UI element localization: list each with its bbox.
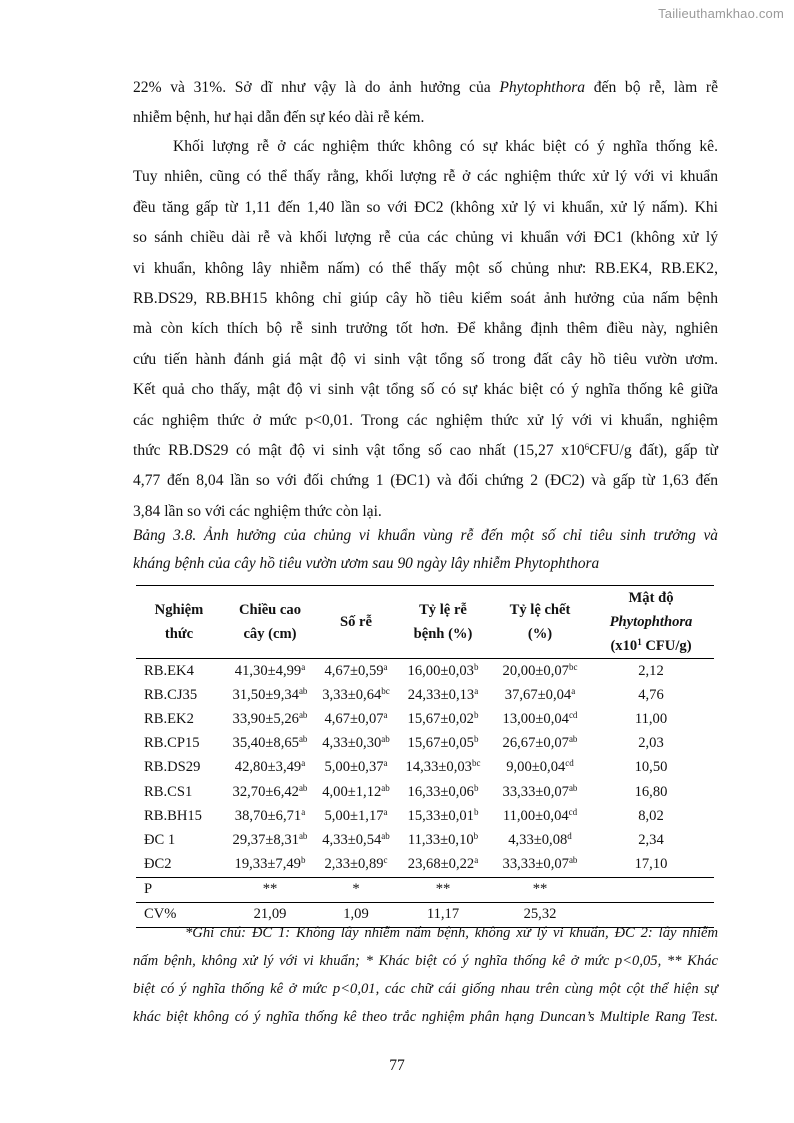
table-cell: 4,00±1,12$^{ab}$ — [322, 782, 390, 800]
table-row — [136, 828, 714, 852]
table-row — [136, 732, 714, 756]
table-cell: 4,76 — [638, 686, 664, 703]
table-cell: 15,67±0,05$^b$ — [407, 734, 479, 752]
table-cell: 3,33±0,64$^{bc}$ — [322, 685, 390, 703]
note-line: *Ghi chú: ĐC 1: Không lây nhiễm nấm bệnh, không xử lý vi khuẩn, ĐC 2: lây nhiễm — [185, 925, 718, 941]
table-cell: RB.EK4 — [144, 662, 194, 679]
table-cell: 1,09 — [318, 902, 394, 927]
table-cell: 2,34 — [638, 831, 664, 848]
results-table — [136, 585, 714, 928]
table-cell: 25,32 — [492, 902, 588, 927]
table-cell: ** — [492, 877, 588, 902]
table-cell: 11,33±0,10$^b$ — [407, 830, 479, 848]
table-cell: 19,33±7,49$^b$ — [234, 855, 306, 873]
table-row — [136, 659, 714, 684]
header-death-rate: Tỷ lệ chết (%) — [509, 602, 571, 642]
table-cell: 32,70±6,42$^{ab}$ — [232, 782, 308, 800]
text-line: 3,84 lần so với các nghiệm thức còn lại. — [133, 502, 382, 520]
header-diseased-root-rate: Tỷ lệ rễ bệnh (%) — [413, 602, 473, 642]
caption-line: kháng bệnh của cây hồ tiêu vườn ươm sau 90 ngày lây nhiễm Phytophthora — [133, 555, 600, 572]
table-row — [136, 756, 714, 780]
table-row-p — [136, 877, 714, 902]
table-cell: 5,00±1,17$^a$ — [324, 806, 388, 824]
table-cell: 23,68±0,22$^a$ — [407, 855, 479, 873]
table-cell: 16,33±0,06$^b$ — [407, 782, 479, 800]
table-cell: ĐC 1 — [144, 831, 176, 848]
table-cell: RB.DS29 — [144, 759, 201, 776]
text-line: vi khuẩn, không lây nhiễm nấm) có thể thấy một số chủng như: RB.EK4, RB.EK2, — [133, 259, 718, 277]
caption-line: Bảng 3.8. Ảnh hưởng của chủng vi khuẩn vùng rễ đến một số chỉ tiêu sinh trưởng và — [133, 527, 718, 544]
table-cell: 33,33±0,07$^{ab}$ — [502, 855, 578, 873]
table-cell: 16,80 — [634, 783, 668, 800]
table-note — [133, 919, 718, 1031]
text-line: nhiễm bệnh, hư hại dẫn đến sự kéo dài rễ kém. — [133, 109, 425, 127]
text-line: RB.DS29, RB.BH15 không chỉ giúp cây hồ tiêu kiểm soát ảnh hưởng của nấm bệnh — [133, 290, 718, 308]
table-cell: 2,12 — [638, 662, 664, 679]
italic-term: Phytophthora — [499, 79, 586, 96]
text-line: cứu tiến hành đánh giá mật độ vi sinh vật tổng số trong đất cây hồ tiêu vườn ươm. — [133, 350, 718, 368]
table-cell: ĐC2 — [144, 856, 172, 873]
table-cell: RB.CJ35 — [144, 686, 198, 703]
table-cell: 17,10 — [634, 856, 668, 873]
table-cell: 15,67±0,02$^b$ — [407, 709, 479, 727]
note-line: khác biệt không có ý nghĩa thống kê theo trắc nghiệm phân hạng Duncan’s Multiple Rang Test. — [133, 1009, 718, 1025]
text-line: so sánh chiều dài rễ và khối lượng rễ của các chủng vi khuẩn với ĐC1 (không xử lý — [133, 229, 718, 247]
table-cell: CV% — [136, 902, 222, 927]
table-row — [136, 707, 714, 731]
table-cell: 16,00±0,03$^b$ — [407, 661, 479, 679]
table-cell: 42,80±3,49$^a$ — [234, 758, 306, 776]
table-cell: RB.BH15 — [144, 807, 202, 824]
table-cell: 33,33±0,07$^{ab}$ — [502, 782, 578, 800]
text-line: mà còn kích thích bộ rễ sinh trưởng tốt hơn. Để khẳng định thêm điều này, nghiên — [133, 320, 718, 338]
table-cell: RB.EK2 — [144, 710, 194, 727]
text-line: Khối lượng rễ ở các nghiệm thức không có sự khác biệt có ý nghĩa thống kê. — [173, 138, 718, 155]
table-cell: 29,37±8,31$^{ab}$ — [232, 830, 308, 848]
table-cell: 8,02 — [638, 807, 664, 824]
paragraph-results — [133, 132, 718, 527]
table-cell: * — [318, 877, 394, 902]
table-cell: 38,70±6,71$^a$ — [234, 806, 306, 824]
table-cell: 26,67±0,07$^{ab}$ — [502, 734, 578, 752]
table-cell: 33,90±5,26$^{ab}$ — [232, 709, 308, 727]
table-cell: 13,00±0,04$^{cd}$ — [502, 709, 578, 727]
table-cell: 4,33±0,30$^{ab}$ — [322, 734, 390, 752]
table-row — [136, 780, 714, 804]
table-cell: 4,33±0,54$^{ab}$ — [322, 830, 390, 848]
table-row — [136, 853, 714, 878]
table-cell: 41,30±4,99$^a$ — [234, 661, 306, 679]
table-cell: 24,33±0,13$^a$ — [407, 685, 479, 703]
table-cell: 37,67±0,04$^a$ — [504, 685, 576, 703]
table-cell: 11,00±0,04$^{cd}$ — [502, 806, 578, 824]
text-line: các nghiệm thức ở mức p<0,01. Trong các nghiệm thức xử lý với vi khuẩn, nghiệm — [133, 411, 718, 429]
table-cell: 35,40±8,65$^{ab}$ — [232, 734, 308, 752]
table-cell: 10,50 — [634, 759, 668, 776]
table-header-row — [136, 586, 714, 659]
text-line: thức RB.DS29 có mật độ vi sinh vật tổng số cao nhất (15,27 $x10^6CFU/g$ đất), gấp từ — [133, 442, 718, 460]
header-plant-height: Chiều cao cây (cm) — [238, 602, 302, 642]
text-line: Kết quả cho thấy, mật độ vi sinh vật tổng số có sự khác biệt có ý nghĩa thống kê giữa — [133, 381, 718, 399]
table-cell: RB.CP15 — [144, 735, 200, 752]
table-cell: 4,67±0,59$^a$ — [324, 661, 388, 679]
note-line: nấm bệnh, không xử lý với vi khuẩn; * Khác biệt có ý nghĩa thống kê ở mức p<0,05, ** Khác — [133, 953, 718, 969]
table-cell: 2,33±0,89$^c$ — [324, 855, 388, 873]
header-treatment: Nghiệm thức — [154, 602, 204, 642]
table-cell: 20,00±0,07$^{bc}$ — [502, 661, 578, 679]
table-row — [136, 683, 714, 707]
paragraph-continuation — [133, 73, 718, 134]
header-root-count: Số rễ — [339, 614, 373, 630]
table-cell: 4,67±0,07$^a$ — [324, 709, 388, 727]
table-cell: 31,50±9,34$^{ab}$ — [232, 685, 308, 703]
text-line: đều tăng gấp từ 1,11 đến 1,40 lần so với ĐC2 (không xử lý vi khuẩn, xử lý nấm). Khi — [133, 198, 718, 216]
table-cell: RB.CS1 — [144, 783, 193, 800]
table-cell: 9,00±0,04$^{cd}$ — [506, 758, 574, 776]
table-cell — [588, 877, 714, 902]
table-cell: P — [136, 877, 222, 902]
table-cell: 11,17 — [394, 902, 492, 927]
text-line: Tuy nhiên, cũng có thể thấy rằng, khối lượng rễ ở các nghiệm thức xử lý với vi khuẩn — [133, 168, 718, 186]
table-cell: 5,00±0,37$^a$ — [324, 758, 388, 776]
table-cell: 21,09 — [222, 902, 318, 927]
table-cell: 15,33±0,01$^b$ — [407, 806, 479, 824]
table-cell: ** — [222, 877, 318, 902]
text-line: 4,77 đến 8,04 lần so với đối chứng 1 (ĐC1) và đối chứng 2 (ĐC2) và gấp từ 1,63 đến — [133, 472, 718, 490]
table-cell: 4,33±0,08$^d$ — [508, 830, 572, 848]
header-phytophthora-density: Mật độ Phytophthora ($x10^1$ CFU/g) — [609, 590, 693, 654]
text-line: 22% và 31%. Sở dĩ như vậy là do ảnh hưởng của Phytophthora đến bộ rễ, làm rễ — [133, 79, 718, 96]
table-cell: ** — [394, 877, 492, 902]
table-cell: 2,03 — [638, 735, 664, 752]
table-cell: 11,00 — [634, 710, 668, 727]
note-line: biệt có ý nghĩa thống kê ở mức p<0,01, các chữ cái giống nhau trên cùng một cột thể hiện sự — [133, 981, 718, 997]
page-number: 77 — [389, 1057, 405, 1074]
table-row — [136, 804, 714, 828]
watermark: Tailieuthamkhao.com — [658, 6, 784, 21]
table-caption — [133, 522, 718, 578]
table-cell: 14,33±0,03$^{bc}$ — [405, 758, 481, 776]
